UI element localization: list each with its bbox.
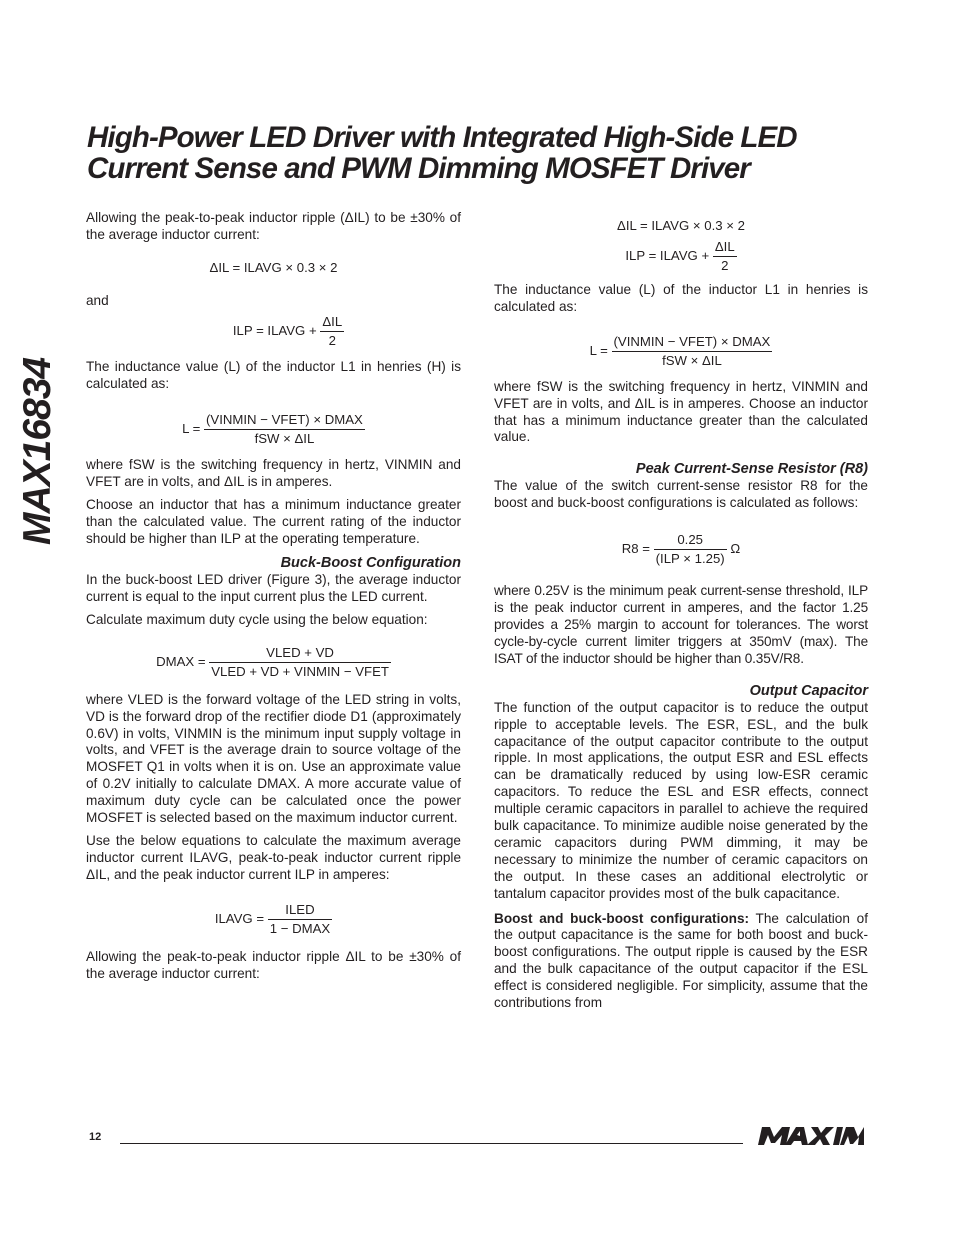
right-para-2: where fSW is the switching frequency in hertz, VINMIN and VFET are in volts, and ΔIL is in amperes. Choose an inductor that has a minimum inductance greater than the calculated value. [494,378,868,445]
right-eq-r8 [494,532,868,567]
left-eq-dmax [86,645,461,680]
right-para-5: The function of the output capacitor is to reduce the output ripple to acceptable levels. The ESR, ESL, and the bulk capacitance of the output capacitor contribute to the output ripple. In most applications, the output ESR and ESL effects can be dramatically reduced by using low-ESR ceramic capacitors. To reduce the ESL and ESR effects, connect multiple ceramic capacitors in parallel to achieve the required bulk capacitance. To minimize audible noise generated by the ceramic capacitors during PWM dimming, it may be necessary to minimize the number of ceramic capacitors on the output. In these cases an additional electrolytic or tantalum capacitor provides most of the bulk capacitance. [494,699,868,901]
right-eq-r8-unit: Ω [730,541,741,557]
right-eq-peak-den: 2 [721,257,729,273]
left-eq-ilavg-fraction [268,902,332,937]
right-para-6-lead: Boost and buck-boost configurations: [494,910,750,926]
right-para-4: where 0.25V is the minimum peak current-sense threshold, ILP is the peak inductor current in amperes, and the factor 1.25 provides a 25% margin to account for tolerances. The worst cycle-by-cycle current limiter triggers at 350mV (max). The ISAT of the inductor should be higher than 0.35V/R8. [494,583,868,666]
left-eq-inductance [86,412,461,447]
left-eq-dmax-lhs: DMAX = [156,653,206,669]
left-para-7: where VLED is the forward voltage of the LED string in volts, VD is the forward drop of the rectifier diode D1 (approximately 0.6V) in volts, VINMIN is the minimum input supply voltage in volts, and VFET is the average drain to source voltage of the MOSFET Q1 in volts when it is on. Use an approximate value of 0.2V initially to calculate DMAX. A more accurate value of maximum duty cycle can be calculated once the power MOSFET is selected based on the maximum inductor current. [86,691,461,826]
left-para-5: In the buck-boost LED driver (Figure 3), the average inductor current is equal to the input current plus the LED current. [86,571,461,604]
left-para-8: Use the below equations to calculate the maximum average inductor current ILAVG, peak-to-peak inductor current ripple ΔIL, and the peak inductor current ILP in amperes: [86,832,461,882]
left-para-9: Allowing the peak-to-peak inductor ripple ΔIL to be ±30% of the average inductor current: [86,948,461,981]
left-eq-ripple: ΔIL = ILAVG × 0.3 × 2 [209,259,338,275]
side-part-number [16,357,59,545]
right-eq-peak [494,239,868,274]
right-eq-peak-num: ΔIL [713,239,737,257]
right-eq-peak-lhs: ILP = ILAVG + [625,247,710,263]
right-eq-inductance-fraction [612,334,773,369]
right-eq-inductance-num: (VINMIN − VFET) × DMAX [612,334,773,352]
left-eq-ilavg-num: ILED [268,902,332,920]
left-para-3: where fSW is the switching frequency in hertz, VINMIN and VFET are in volts, and ΔIL is in amperes. [86,457,461,490]
left-para-6: Calculate maximum duty cycle using the below equation: [86,611,428,627]
right-heading-sense-resistor: Peak Current-Sense Resistor (R8) [635,461,868,478]
right-para-6-body: The calculation of the output capacitance is the same for both boost and buck-boost configurations. The output ripple is caused by the ESR and the bulk capacitance of the output capacitor if the ESL effect is considered negligible. For simplicity, assume that the contributions from [494,910,868,1011]
maxim-logo [756,1127,864,1145]
right-eq-inductance-den: fSW × ΔIL [662,352,722,368]
left-eq-peak-den: 2 [328,332,336,348]
right-eq-r8-lhs: R8 = [621,541,650,557]
page-title [87,122,907,184]
title-line-1: High-Power LED Driver with Integrated High-Side LED [87,121,797,154]
left-eq-peak [116,314,461,349]
left-eq-peak-lhs: ILP = ILAVG + [232,322,317,338]
right-para-1: The inductance value (L) of the inductor L1 in henries is calculated as: [494,281,868,314]
left-eq-dmax-den: VLED + VD + VINMIN − VFET [211,663,389,679]
left-eq-peak-num: ΔIL [320,314,344,332]
left-eq-dmax-fraction [209,645,391,680]
left-eq-inductance-den: fSW × ΔIL [254,431,315,447]
title-line-2: Current Sense and PWM Dimming MOSFET Driver [87,152,750,185]
right-eq-r8-num: 0.25 [654,532,727,550]
left-eq-peak-fraction [320,314,344,349]
left-eq-ilavg-den: 1 − DMAX [269,920,331,936]
right-eq-ripple: ΔIL = ILAVG × 0.3 × 2 [617,218,745,233]
right-para-6 [494,911,868,1012]
left-heading-buck-boost: Buck-Boost Configuration [280,554,461,571]
left-eq-ilavg [86,902,461,937]
right-para-3: The value of the switch current-sense resistor R8 for the boost and buck-boost configurations is calculated as follows: [494,478,868,511]
right-eq-peak-fraction [713,239,737,274]
left-column [86,210,461,988]
left-para-1: Allowing the peak-to-peak inductor ripple (ΔIL) to be ±30% of the average inductor current: [86,210,461,242]
right-eq-r8-fraction [654,532,727,567]
left-eq-dmax-num: VLED + VD [209,645,391,663]
right-eq-inductance [494,334,868,369]
right-eq-r8-den: (ILP × 1.25) [655,551,725,567]
right-heading-output-capacitor: Output Capacitor [749,682,868,699]
left-eq-inductance-fraction [204,412,365,447]
side-part-number-text: MAX16834 [16,357,59,545]
left-eq-ilavg-lhs: ILAVG = [214,910,265,926]
left-eq-inductance-num: (VINMIN − VFET) × DMAX [204,412,365,430]
left-eq-inductance-lhs: L = [182,421,201,437]
left-and: and [86,292,109,308]
footer-rule [120,1143,743,1144]
left-para-4: Choose an inductor that has a minimum inductance greater than the calculated value. The current rating of the inductor should be higher than ILP at the operating temperature. [86,497,461,547]
right-eq-inductance-lhs: L = [589,342,608,358]
right-column [494,218,868,1018]
page-number: 12 [89,1131,102,1143]
left-para-2: The inductance value (L) of the inductor L1 in henries (H) is calculated as: [86,358,461,391]
